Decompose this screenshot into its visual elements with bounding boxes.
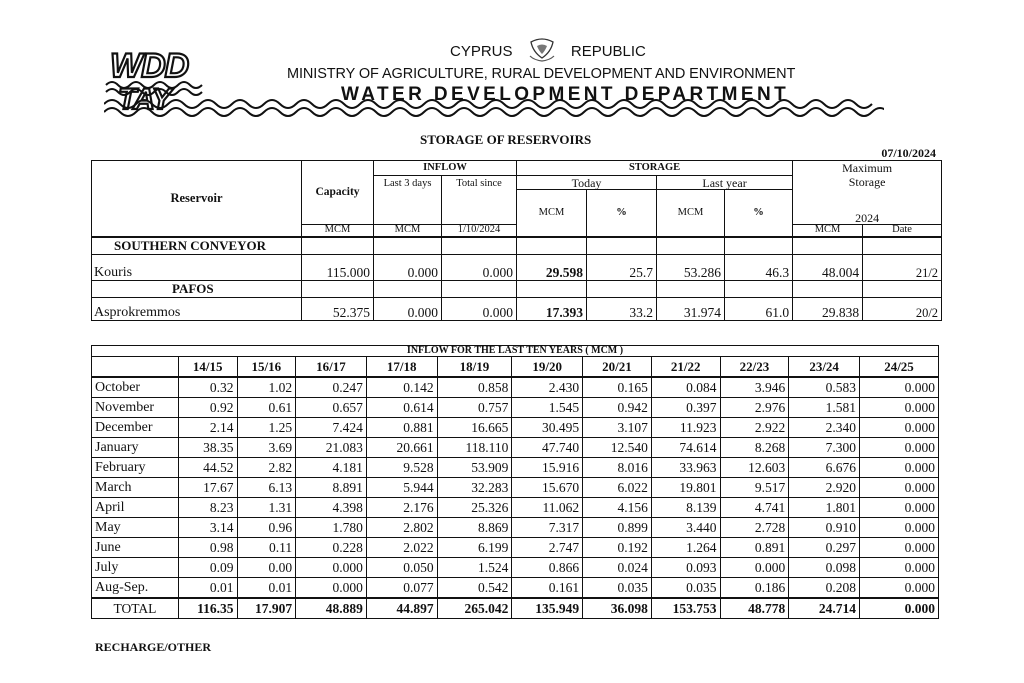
inflow-value: 1.545 <box>512 398 583 418</box>
coat-of-arms-icon <box>527 36 557 62</box>
inflow-value: 9.528 <box>366 458 437 478</box>
inflow-value: 7.300 <box>789 438 860 458</box>
inflow-value: 0.98 <box>178 538 237 558</box>
report-date: 07/10/2024 <box>881 146 936 160</box>
year-header: 21/22 <box>651 357 720 378</box>
ministry-name: MINISTRY OF AGRICULTURE, RURAL DEVELOPMENT AND ENVIRONMENT <box>287 66 796 82</box>
inflow-value: 1.264 <box>651 538 720 558</box>
inflow-value: 4.398 <box>296 498 367 518</box>
inflow-value: 0.858 <box>437 377 512 398</box>
inflow-value: 6.199 <box>437 538 512 558</box>
inflow-value: 0.000 <box>860 418 939 438</box>
inflow-value: 47.740 <box>512 438 583 458</box>
col-last-year-header: Last year <box>657 176 793 190</box>
corner-cell <box>92 357 179 378</box>
inflow-value: 0.000 <box>720 558 789 578</box>
col-max-year: 2024 <box>855 210 880 225</box>
inflow-value: 1.780 <box>296 518 367 538</box>
inflow-value: 2.022 <box>366 538 437 558</box>
inflow-value: 2.920 <box>789 478 860 498</box>
inflow-value: 0.098 <box>789 558 860 578</box>
inflow-row <box>92 498 939 518</box>
inflow-value: 8.016 <box>583 458 652 478</box>
inflow-value: 0.583 <box>789 377 860 398</box>
inflow-row <box>92 538 939 558</box>
total-value: 24.714 <box>789 598 860 619</box>
year-header: 17/18 <box>366 357 437 378</box>
inflow-value: 4.181 <box>296 458 367 478</box>
inflow-value: 0.000 <box>860 558 939 578</box>
ly-mcm-value: 31.974 <box>657 297 725 320</box>
inflow-value: 30.495 <box>512 418 583 438</box>
inflow-value: 0.899 <box>583 518 652 538</box>
department-name: WATER DEVELOPMENT DEPARTMENT <box>341 84 790 105</box>
month-label: October <box>92 377 179 398</box>
inflow-value: 0.186 <box>720 578 789 599</box>
inflow-value: 0.077 <box>366 578 437 599</box>
inflow-value: 11.923 <box>651 418 720 438</box>
inflow-value: 0.000 <box>860 518 939 538</box>
inflow-value: 0.208 <box>789 578 860 599</box>
inflow-value: 74.614 <box>651 438 720 458</box>
month-label: April <box>92 498 179 518</box>
col-storage2-label: Storage <box>848 174 886 189</box>
inflow-value: 19.801 <box>651 478 720 498</box>
inflow-value: 0.142 <box>366 377 437 398</box>
inflow-value: 0.000 <box>860 498 939 518</box>
inflow-value: 2.976 <box>720 398 789 418</box>
inflow-value: 33.963 <box>651 458 720 478</box>
total-row <box>92 598 939 619</box>
inflow-value: 0.228 <box>296 538 367 558</box>
inflow-value: 0.297 <box>789 538 860 558</box>
inflow-value: 0.161 <box>512 578 583 599</box>
total-value: 153.753 <box>651 598 720 619</box>
inflow-row <box>92 438 939 458</box>
reservoir-name: Kouris <box>92 254 302 280</box>
col-reservoir-header: Reservoir <box>92 161 302 238</box>
inflow-value: 9.517 <box>720 478 789 498</box>
inflow-value: 0.891 <box>720 538 789 558</box>
group-label: PAFOS <box>92 280 302 297</box>
inflow-value: 3.69 <box>237 438 296 458</box>
inflow-value: 5.944 <box>366 478 437 498</box>
inflow-value: 8.891 <box>296 478 367 498</box>
inflow-title: INFLOW FOR THE LAST TEN YEARS ( MCM ) <box>92 346 939 357</box>
total-value: 17.907 <box>237 598 296 619</box>
inflow-3d-value: 0.000 <box>374 297 442 320</box>
recharge-label: RECHARGE/OTHER <box>95 640 212 654</box>
inflow-value: 0.11 <box>237 538 296 558</box>
inflow-row <box>92 478 939 498</box>
total-value: 135.949 <box>512 598 583 619</box>
country-right: REPUBLIC <box>570 43 646 60</box>
logo-text-bottom: TAY <box>118 83 171 116</box>
inflow-value: 118.110 <box>437 438 512 458</box>
col-last3-header: Last 3 days <box>374 176 442 225</box>
today-pct-value: 25.7 <box>587 254 657 280</box>
total-value: 48.778 <box>720 598 789 619</box>
inflow-value: 3.946 <box>720 377 789 398</box>
inflow-value: 25.326 <box>437 498 512 518</box>
inflow-row <box>92 458 939 478</box>
inflow-value: 7.317 <box>512 518 583 538</box>
unit-max-date: Date <box>863 224 942 237</box>
col-today-header: Today <box>517 176 657 190</box>
inflow-value: 3.107 <box>583 418 652 438</box>
group-label: SOUTHERN CONVEYOR <box>92 237 302 254</box>
inflow-value: 12.603 <box>720 458 789 478</box>
inflow-value: 2.922 <box>720 418 789 438</box>
inflow-value: 0.881 <box>366 418 437 438</box>
storage-table <box>91 160 942 321</box>
month-label: June <box>92 538 179 558</box>
reservoir-name: Asprokremmos <box>92 297 302 320</box>
unit-last3: MCM <box>374 224 442 237</box>
inflow-value: 0.32 <box>178 377 237 398</box>
inflow-table <box>91 345 939 619</box>
inflow-value: 15.916 <box>512 458 583 478</box>
inflow-value: 8.139 <box>651 498 720 518</box>
inflow-value: 6.022 <box>583 478 652 498</box>
inflow-value: 2.14 <box>178 418 237 438</box>
inflow-value: 2.340 <box>789 418 860 438</box>
inflow-value: 7.424 <box>296 418 367 438</box>
max-date-value: 21/2 <box>863 254 942 280</box>
inflow-value: 0.035 <box>583 578 652 599</box>
inflow-value: 0.92 <box>178 398 237 418</box>
unit-capacity: MCM <box>302 224 374 237</box>
inflow-value: 0.910 <box>789 518 860 538</box>
inflow-value: 32.283 <box>437 478 512 498</box>
inflow-value: 1.31 <box>237 498 296 518</box>
month-label: March <box>92 478 179 498</box>
year-header: 18/19 <box>437 357 512 378</box>
today-mcm-value: 29.598 <box>517 254 587 280</box>
year-header-row <box>92 357 939 378</box>
unit-max-mcm: MCM <box>793 224 863 237</box>
inflow-value: 0.000 <box>860 478 939 498</box>
inflow-value: 0.000 <box>860 438 939 458</box>
inflow-value: 17.67 <box>178 478 237 498</box>
unit-total-since: 1/10/2024 <box>442 224 517 237</box>
inflow-value: 2.802 <box>366 518 437 538</box>
unit-ly-pct: % <box>725 190 793 238</box>
max-mcm-value: 29.838 <box>793 297 863 320</box>
inflow-value: 8.869 <box>437 518 512 538</box>
inflow-value: 0.000 <box>860 377 939 398</box>
month-label: November <box>92 398 179 418</box>
col-inflow-header: INFLOW <box>374 161 517 176</box>
year-header: 15/16 <box>237 357 296 378</box>
inflow-value: 0.61 <box>237 398 296 418</box>
inflow-value: 20.661 <box>366 438 437 458</box>
logo-text-top: WDD <box>110 47 189 85</box>
inflow-3d-value: 0.000 <box>374 254 442 280</box>
country-line <box>450 36 646 62</box>
inflow-value: 0.165 <box>583 377 652 398</box>
inflow-value: 2.728 <box>720 518 789 538</box>
total-value: 116.35 <box>178 598 237 619</box>
inflow-value: 2.82 <box>237 458 296 478</box>
country-left: CYPRUS <box>450 43 513 60</box>
inflow-value: 0.757 <box>437 398 512 418</box>
year-header: 23/24 <box>789 357 860 378</box>
inflow-value: 0.00 <box>237 558 296 578</box>
col-max-storage-header <box>793 176 942 225</box>
inflow-value: 0.542 <box>437 578 512 599</box>
inflow-value: 0.084 <box>651 377 720 398</box>
inflow-total-value: 0.000 <box>442 254 517 280</box>
inflow-value: 8.23 <box>178 498 237 518</box>
inflow-row <box>92 578 939 599</box>
inflow-value: 0.09 <box>178 558 237 578</box>
total-label: TOTAL <box>92 598 179 619</box>
month-label: May <box>92 518 179 538</box>
inflow-value: 1.524 <box>437 558 512 578</box>
inflow-value: 0.942 <box>583 398 652 418</box>
inflow-value: 0.657 <box>296 398 367 418</box>
inflow-value: 0.000 <box>860 458 939 478</box>
inflow-value: 0.000 <box>860 538 939 558</box>
year-header: 24/25 <box>860 357 939 378</box>
today-pct-value: 33.2 <box>587 297 657 320</box>
ly-mcm-value: 53.286 <box>657 254 725 280</box>
inflow-value: 53.909 <box>437 458 512 478</box>
inflow-value: 0.050 <box>366 558 437 578</box>
inflow-value: 0.866 <box>512 558 583 578</box>
total-value: 0.000 <box>860 598 939 619</box>
month-label: July <box>92 558 179 578</box>
inflow-value: 0.024 <box>583 558 652 578</box>
year-header: 22/23 <box>720 357 789 378</box>
inflow-value: 0.614 <box>366 398 437 418</box>
total-value: 36.098 <box>583 598 652 619</box>
inflow-value: 2.176 <box>366 498 437 518</box>
inflow-value: 0.000 <box>296 558 367 578</box>
inflow-value: 0.093 <box>651 558 720 578</box>
inflow-value: 1.801 <box>789 498 860 518</box>
inflow-value: 44.52 <box>178 458 237 478</box>
inflow-value: 12.540 <box>583 438 652 458</box>
inflow-row <box>92 398 939 418</box>
inflow-value: 2.747 <box>512 538 583 558</box>
month-label: December <box>92 418 179 438</box>
month-label: February <box>92 458 179 478</box>
inflow-value: 0.000 <box>860 578 939 599</box>
inflow-value: 0.247 <box>296 377 367 398</box>
inflow-value: 4.741 <box>720 498 789 518</box>
today-mcm-value: 17.393 <box>517 297 587 320</box>
inflow-value: 16.665 <box>437 418 512 438</box>
inflow-value: 2.430 <box>512 377 583 398</box>
inflow-value: 11.062 <box>512 498 583 518</box>
inflow-value: 15.670 <box>512 478 583 498</box>
inflow-row <box>92 377 939 398</box>
inflow-value: 0.192 <box>583 538 652 558</box>
inflow-value: 4.156 <box>583 498 652 518</box>
unit-today-pct: % <box>587 190 657 238</box>
inflow-value: 0.000 <box>860 398 939 418</box>
inflow-value: 1.02 <box>237 377 296 398</box>
col-maximum-header: Maximum <box>793 161 942 176</box>
unit-today-mcm: MCM <box>517 190 587 238</box>
ly-pct-value: 46.3 <box>725 254 793 280</box>
year-header: 14/15 <box>178 357 237 378</box>
inflow-value: 0.035 <box>651 578 720 599</box>
inflow-row <box>92 518 939 538</box>
inflow-value: 6.13 <box>237 478 296 498</box>
inflow-value: 1.25 <box>237 418 296 438</box>
inflow-value: 21.083 <box>296 438 367 458</box>
max-date-value: 20/2 <box>863 297 942 320</box>
col-storage-header: STORAGE <box>517 161 793 176</box>
inflow-value: 0.397 <box>651 398 720 418</box>
inflow-value: 6.676 <box>789 458 860 478</box>
inflow-value: 1.581 <box>789 398 860 418</box>
inflow-row <box>92 418 939 438</box>
capacity-value: 52.375 <box>302 297 374 320</box>
inflow-value: 8.268 <box>720 438 789 458</box>
total-value: 48.889 <box>296 598 367 619</box>
report-title: STORAGE OF RESERVOIRS <box>420 132 592 147</box>
col-total-since-header: Total since <box>442 176 517 225</box>
year-header: 20/21 <box>583 357 652 378</box>
month-label: Aug-Sep. <box>92 578 179 599</box>
capacity-value: 115.000 <box>302 254 374 280</box>
max-mcm-value: 48.004 <box>793 254 863 280</box>
inflow-value: 0.01 <box>178 578 237 599</box>
reservoir-row <box>92 297 942 320</box>
inflow-value: 3.440 <box>651 518 720 538</box>
ly-pct-value: 61.0 <box>725 297 793 320</box>
col-capacity-header: Capacity <box>302 161 374 225</box>
month-label: January <box>92 438 179 458</box>
inflow-value: 0.96 <box>237 518 296 538</box>
total-value: 44.897 <box>366 598 437 619</box>
inflow-total-value: 0.000 <box>442 297 517 320</box>
year-header: 19/20 <box>512 357 583 378</box>
unit-ly-mcm: MCM <box>657 190 725 238</box>
inflow-value: 0.000 <box>296 578 367 599</box>
inflow-row <box>92 558 939 578</box>
reservoir-row <box>92 254 942 280</box>
inflow-value: 0.01 <box>237 578 296 599</box>
year-header: 16/17 <box>296 357 367 378</box>
inflow-value: 3.14 <box>178 518 237 538</box>
inflow-title-row <box>92 346 939 357</box>
total-value: 265.042 <box>437 598 512 619</box>
inflow-value: 38.35 <box>178 438 237 458</box>
